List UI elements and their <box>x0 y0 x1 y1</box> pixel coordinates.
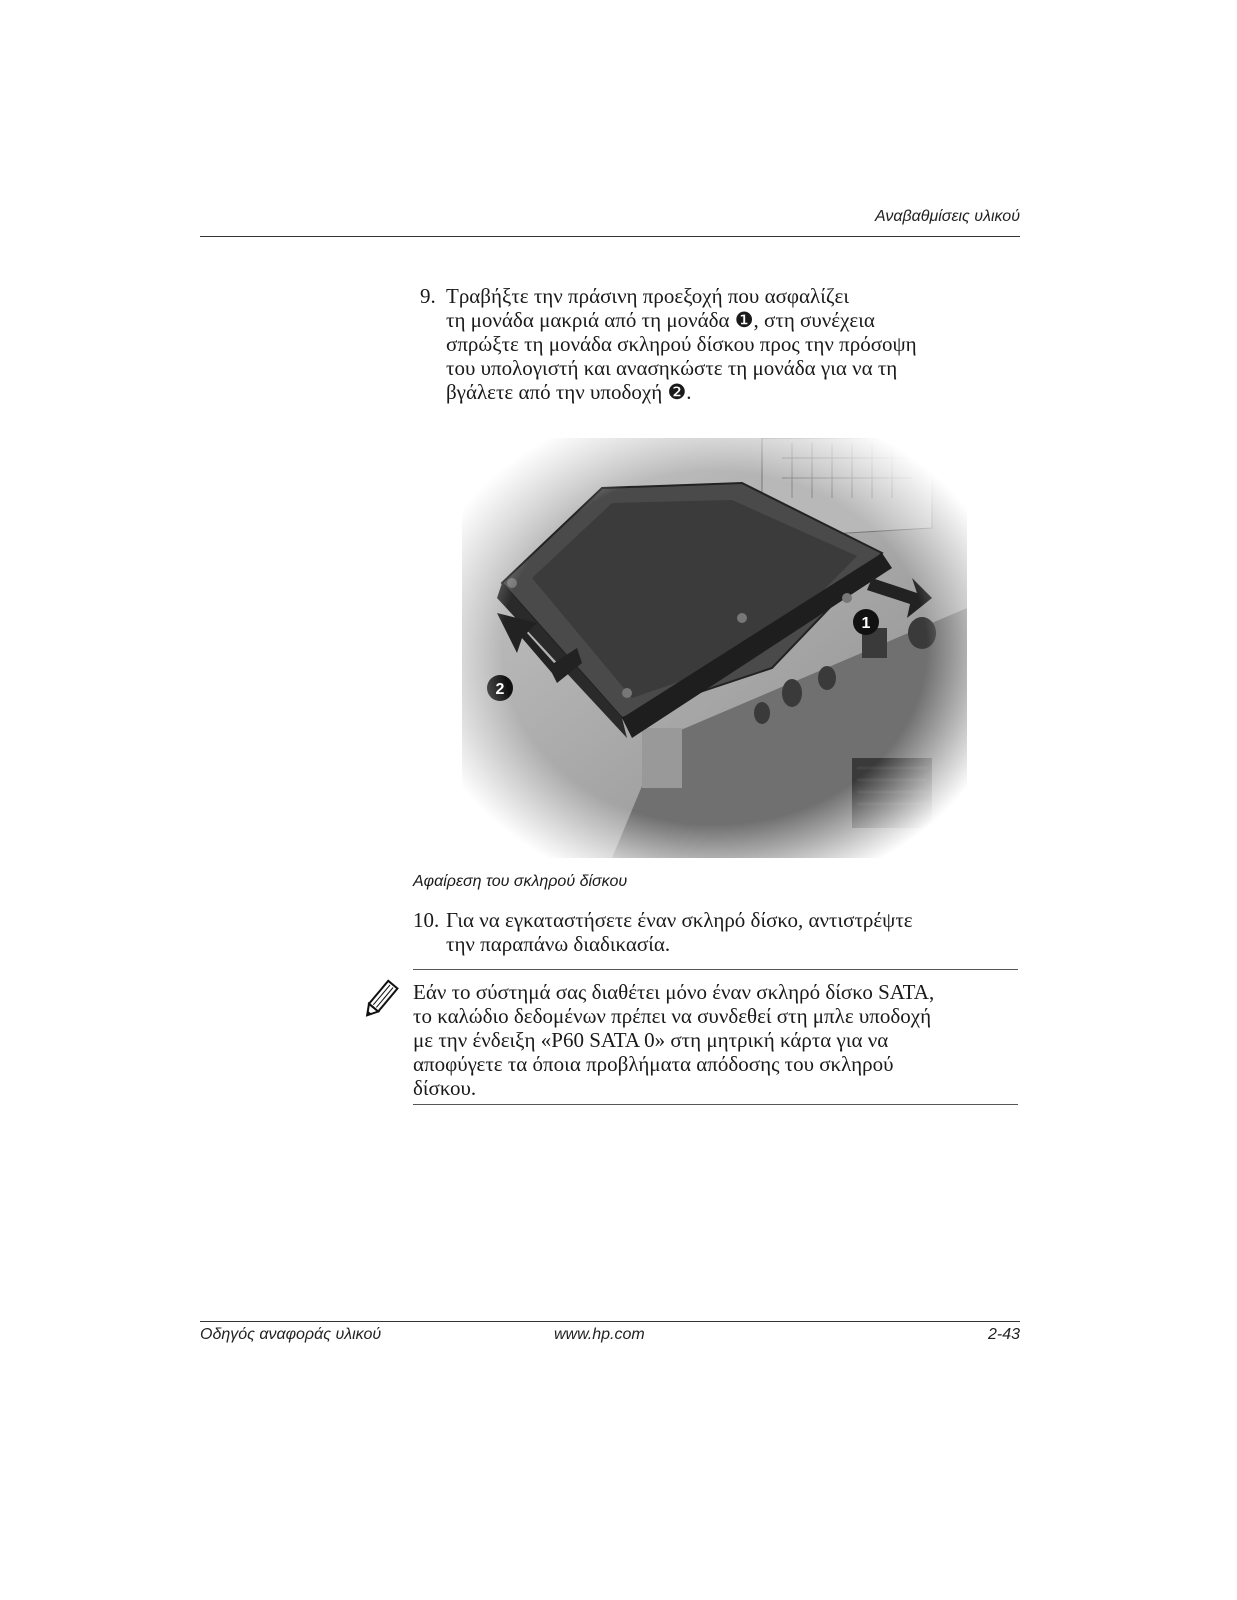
note-line: δίσκου. <box>413 1076 477 1100</box>
step-line: Τραβήξτε την πράσινη προεξοχή που ασφαλίζει <box>446 284 850 308</box>
hard-drive-removal-figure <box>462 438 967 858</box>
note-bottom-rule <box>413 1104 1018 1105</box>
step-text <box>446 908 913 956</box>
footer-rule <box>200 1321 1020 1322</box>
step-text <box>446 284 917 404</box>
note-line: με την ένδειξη «P60 SATA 0» στη μητρική κάρτα για να <box>413 1028 889 1052</box>
note-line: Εάν το σύστημά σας διαθέτει μόνο έναν σκληρό δίσκο SATA, <box>413 980 935 1004</box>
footer-page-number: 2-43 <box>987 1326 1020 1343</box>
note-top-rule <box>413 969 1018 970</box>
figure-caption: Αφαίρεση του σκληρού δίσκου <box>413 873 628 890</box>
note-line: αποφύγετε τα όποια προβλήματα απόδοσης του σκληρού <box>413 1052 894 1076</box>
header-rule <box>200 236 1020 237</box>
step-number: 9. <box>420 284 436 308</box>
pencil-note-icon <box>358 978 402 1022</box>
step-number: 10. <box>413 908 440 932</box>
step-line: την παραπάνω διαδικασία. <box>446 932 671 956</box>
note-text <box>413 980 934 1100</box>
step-line: του υπολογιστή και ανασηκώστε τη μονάδα για να τη <box>446 356 898 380</box>
note-line: το καλώδιο δεδομένων πρέπει να συνδεθεί στη μπλε υποδοχή <box>413 1004 932 1028</box>
footer-url: www.hp.com <box>554 1326 645 1343</box>
step-line: σπρώξτε τη μονάδα σκληρού δίσκου προς την πρόσοψη <box>446 332 917 356</box>
step-9 <box>420 284 917 404</box>
step-line: τη μονάδα μακριά από τη μονάδα ❶, στη συνέχεια <box>446 308 875 332</box>
step-line: Για να εγκαταστήσετε έναν σκληρό δίσκο, αντιστρέψτε <box>446 908 913 932</box>
footer-guide-title: Οδηγός αναφοράς υλικού <box>200 1326 382 1343</box>
running-header: Αναβαθμίσεις υλικού <box>875 208 1020 225</box>
step-10 <box>413 908 913 956</box>
step-line: βγάλετε από την υποδοχή ❷. <box>446 380 692 404</box>
figure-vignette <box>462 438 967 858</box>
